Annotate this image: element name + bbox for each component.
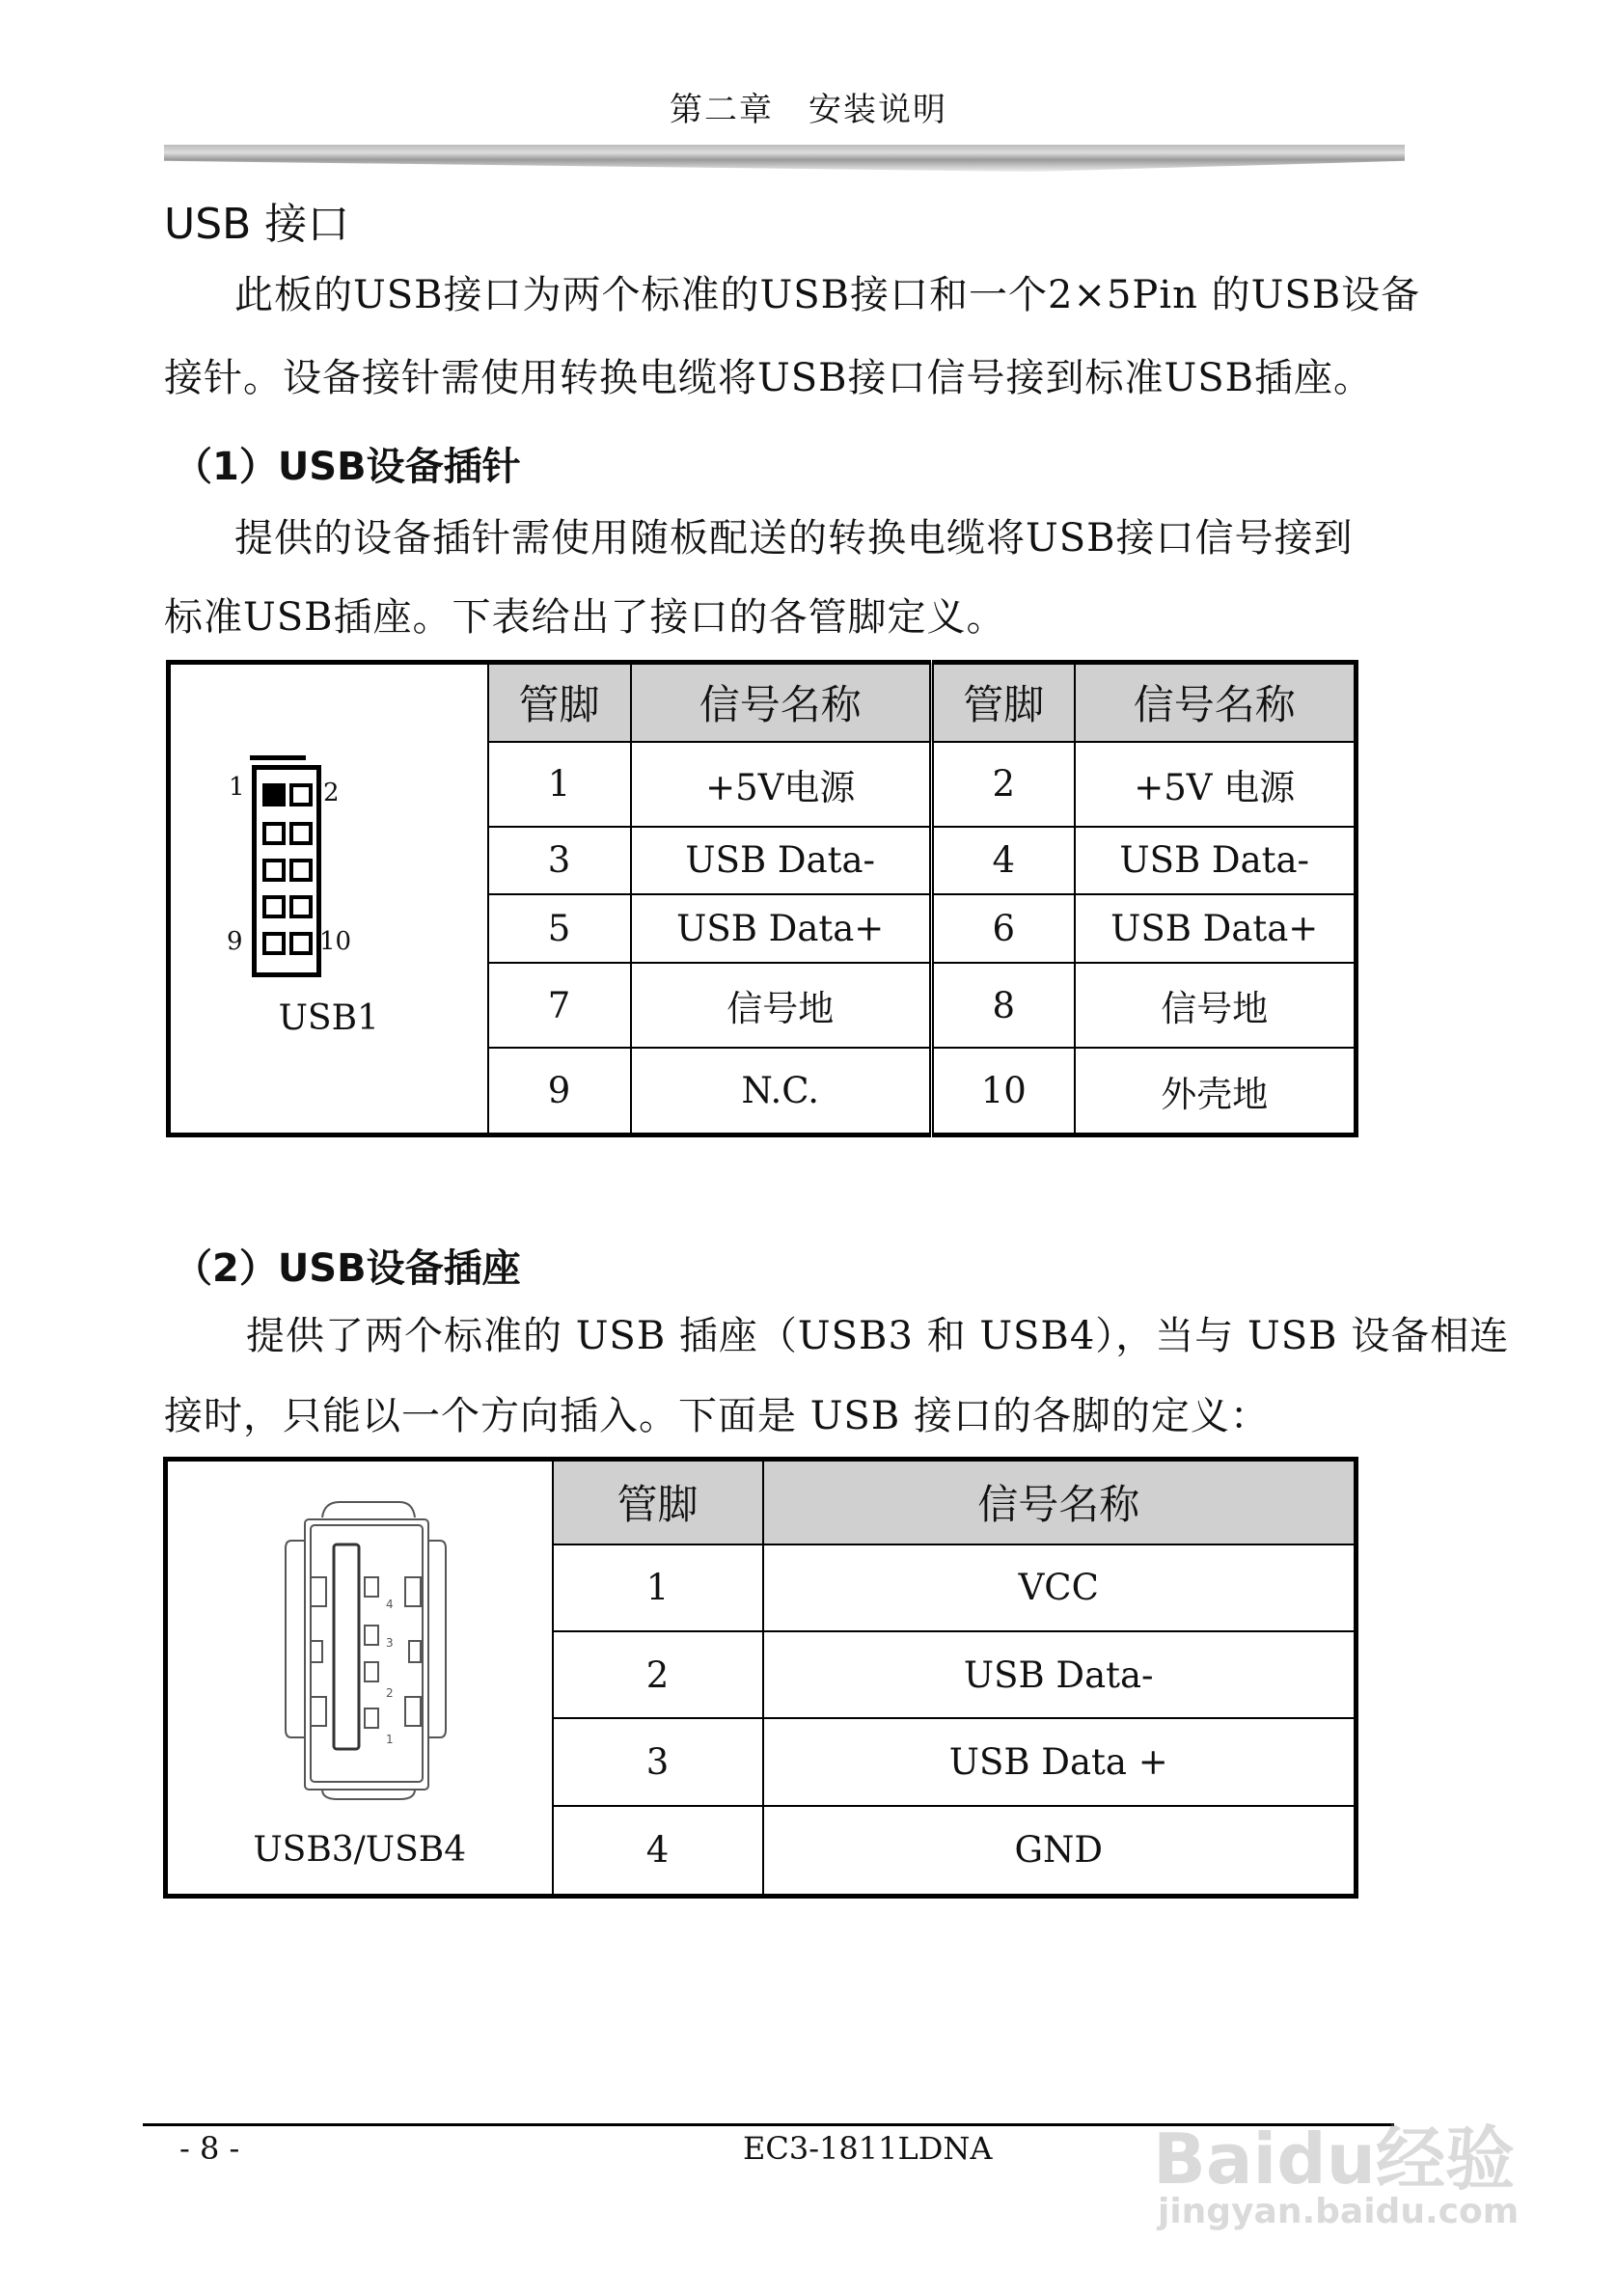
signal-cell: USB Data- [631,827,932,895]
intro-line-1: 此板的USB接口为两个标准的USB接口和一个2×5Pin 的USB设备 [234,273,1421,317]
pin-2 [289,783,313,806]
chapter-header: 第二章 安装说明 [670,91,947,129]
pin-label-1: 1 [229,773,245,802]
signal-cell: +5V 电源 [1075,742,1357,827]
usb1-diagram-cell [169,663,488,1135]
pin-10 [289,932,313,955]
pin-9 [262,932,286,955]
sub2-title: （2）USB设备插座 [174,1246,521,1291]
pin-cell: 2 [553,1631,763,1718]
usb-socket-pin-table [163,1457,1358,1899]
signal-cell: +5V电源 [631,742,932,827]
header-signal: 信号名称 [631,663,932,742]
pin-cell: 2 [932,742,1075,827]
watermark-url: jingyan.baidu.com [1158,2192,1520,2231]
pin-cell: 7 [488,963,631,1048]
pin-cell: 9 [488,1048,631,1134]
header-signal: 信号名称 [1075,663,1357,742]
signal-cell: 信号地 [1075,963,1357,1048]
pin-cell: 1 [488,742,631,827]
section-title: USB 接口 [164,200,350,249]
socket-pin-label: 1 [386,1733,394,1746]
signal-cell: N.C. [631,1048,932,1134]
intro-line-2: 接针。设备接针需使用转换电缆将USB接口信号接到标准USB插座。 [164,356,1374,400]
pin-cell: 10 [932,1048,1075,1134]
pin-cell: 6 [932,894,1075,963]
pin-1 [262,783,286,806]
header-pin: 管脚 [488,663,631,742]
signal-cell: USB Data+ [1075,894,1357,963]
page-number: - 8 - [179,2130,240,2167]
pin-cell: 3 [488,827,631,895]
signal-cell: 外壳地 [1075,1048,1357,1134]
header-pin: 管脚 [932,663,1075,742]
usb3-usb4-label: USB3/USB4 [253,1830,467,1870]
sub2-line-1: 提供了两个标准的 USB 插座（USB3 和 USB4），当与 USB 设备相连 [246,1314,1510,1358]
sub1-line-1: 提供的设备插针需使用随板配送的转换电缆将USB接口信号接到 [234,516,1354,560]
baidu-watermark-logo: Baidu经验 [1153,2118,1515,2200]
usb-header-pin-table [166,660,1358,1137]
pin-cell: 3 [553,1718,763,1805]
pin-label-2: 2 [323,779,340,807]
pin-cell: 1 [553,1544,763,1631]
model-number: EC3-1811LDNA [743,2130,993,2167]
pin-cell: 5 [488,894,631,963]
socket-pin-label: 4 [386,1598,394,1611]
signal-cell: 信号地 [631,963,932,1048]
pin-header-outline [252,765,321,977]
sub2-line-2: 接时，只能以一个方向插入。下面是 USB 接口的各脚的定义： [164,1394,1270,1438]
usb-socket-diagram-cell [166,1460,553,1897]
socket-pin-label: 3 [386,1636,394,1650]
sub1-title: （1）USB设备插针 [174,445,521,489]
signal-cell: USB Data- [1075,827,1357,895]
signal-cell: USB Data+ [631,894,932,963]
sub1-line-2: 标准USB插座。下表给出了接口的各管脚定义。 [164,595,1006,640]
signal-cell: VCC [763,1544,1357,1631]
pin-label-10: 10 [319,927,352,956]
socket-pin-label: 2 [386,1686,394,1700]
usb-a-socket-icon [284,1500,448,1809]
signal-cell: USB Data + [763,1718,1357,1805]
signal-cell: GND [763,1806,1357,1897]
header-signal: 信号名称 [763,1460,1357,1544]
pin-cell: 4 [932,827,1075,895]
pin-cell: 8 [932,963,1075,1048]
usb1-label: USB1 [278,998,379,1038]
header-pin: 管脚 [553,1460,763,1544]
pin-cell: 4 [553,1806,763,1897]
pin-label-9: 9 [227,927,243,956]
header-rule [164,145,1405,172]
signal-cell: USB Data- [763,1631,1357,1718]
